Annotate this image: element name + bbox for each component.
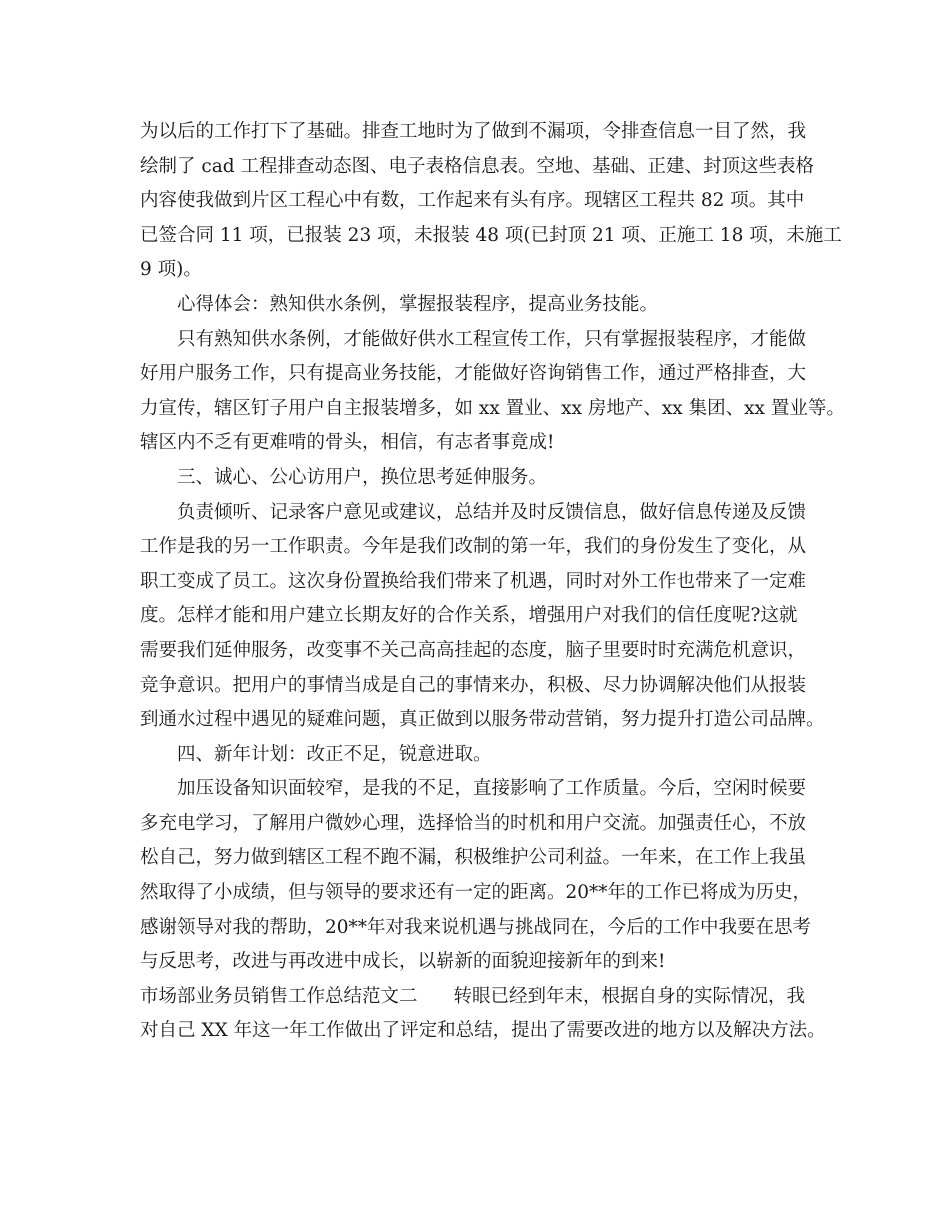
text-line-24: 感谢领导对我的帮助，20**年对我来说机遇与挑战同在，今后的工作中我要在思考	[140, 916, 812, 938]
text-line-13: 工作是我的另一工作职责。今年是我们改制的第一年，我们的身份发生了变化，从	[140, 536, 807, 558]
text-line-12: 负责倾听、记录客户意见或建议，总结并及时反馈信息，做好信息传递及反馈	[177, 501, 807, 523]
text-line-last: 对自己 XX 年这一年工作做出了评定和总结，提出了需要改进的地方以及解决方法。	[140, 1020, 826, 1042]
text-line-7: 只有熟知供水条例，才能做好供水工程宣传工作，只有掌握报装程序，才能做	[177, 328, 807, 350]
text-line-3: 内容使我做到片区工程心中有数，工作起来有头有序。现辖区工程共 82 项。其中	[140, 190, 805, 212]
text-line-1: 为以后的工作打下了基础。排查工地时为了做到不漏项，令排查信息一目了然，我	[140, 121, 807, 142]
text-line-16: 需要我们延伸服务，改变事不关己高高挂起的态度，脑子里要时时充满危机意识，	[140, 639, 807, 661]
text-line-2: 绘制了 cad 工程排查动态图、电子表格信息表。空地、基础、正建、封顶这些表格	[140, 155, 814, 177]
text-line-10: 辖区内不乏有更难啃的骨头，相信，有志者事竟成!	[140, 432, 555, 454]
text-line-4: 已签合同 11 项，已报装 23 项，未报装 48 项(已封顶 21 项、正施工 18 项，未施工	[140, 224, 842, 246]
section-title: 市场部业务员销售工作总结范文二	[140, 985, 418, 1007]
text-line-8: 好用户服务工作，只有提高业务技能，才能做好咨询销售工作，通过严格排查，大	[140, 363, 807, 385]
text-line-25: 与反思考，改进与再改进中成长，以崭新的面貌迎接新年的到来!	[140, 951, 666, 973]
text-line-20: 加压设备知识面较窄，是我的不足，直接影响了工作质量。今后，空闲时候要	[177, 778, 807, 800]
text-line-6: 心得体会：熟知供水条例，掌握报装程序，提高业务技能。	[177, 293, 659, 315]
heading-line-text: 转眼已经到年末，根据自身的实际情况，我	[453, 985, 806, 1007]
heading-line	[140, 980, 830, 1015]
text-line-9: 力宣传，辖区钉子用户自主报装增多，如 xx 置业、xx 房地产、xx 集团、xx 置业等。	[140, 397, 845, 419]
document-body	[140, 115, 845, 1049]
text-line-17: 竞争意识。把用户的事情当成是自己的事情来办，积极、尽力协调解决他们从报装	[140, 674, 807, 696]
text-line-18: 到通水过程中遇见的疑难问题，真正做到以服务带动营销，努力提升打造公司品牌。	[140, 709, 825, 731]
text-line-23: 然取得了小成绩，但与领导的要求还有一定的距离。20**年的工作已将成为历史，	[140, 882, 812, 904]
text-line-5: 9 项)。	[140, 259, 202, 281]
text-line-21: 多充电学习，了解用户微妙心理，选择恰当的时机和用户交流。加强责任心，不放	[140, 812, 807, 834]
text-line-14: 职工变成了员工。这次身份置换给我们带来了机遇，同时对外工作也带来了一定难	[140, 570, 807, 592]
text-line-15: 度。怎样才能和用户建立长期友好的合作关系，增强用户对我们的信任度呢?这就	[140, 605, 798, 627]
text-line-19: 四、新年计划：改正不足，锐意进取。	[177, 743, 492, 765]
text-line-11: 三、诚心、公心访用户，换位思考延伸服务。	[177, 466, 548, 488]
text-line-22: 松自己，努力做到辖区工程不跑不漏，积极维护公司利益。一年来，在工作上我虽	[140, 847, 807, 869]
